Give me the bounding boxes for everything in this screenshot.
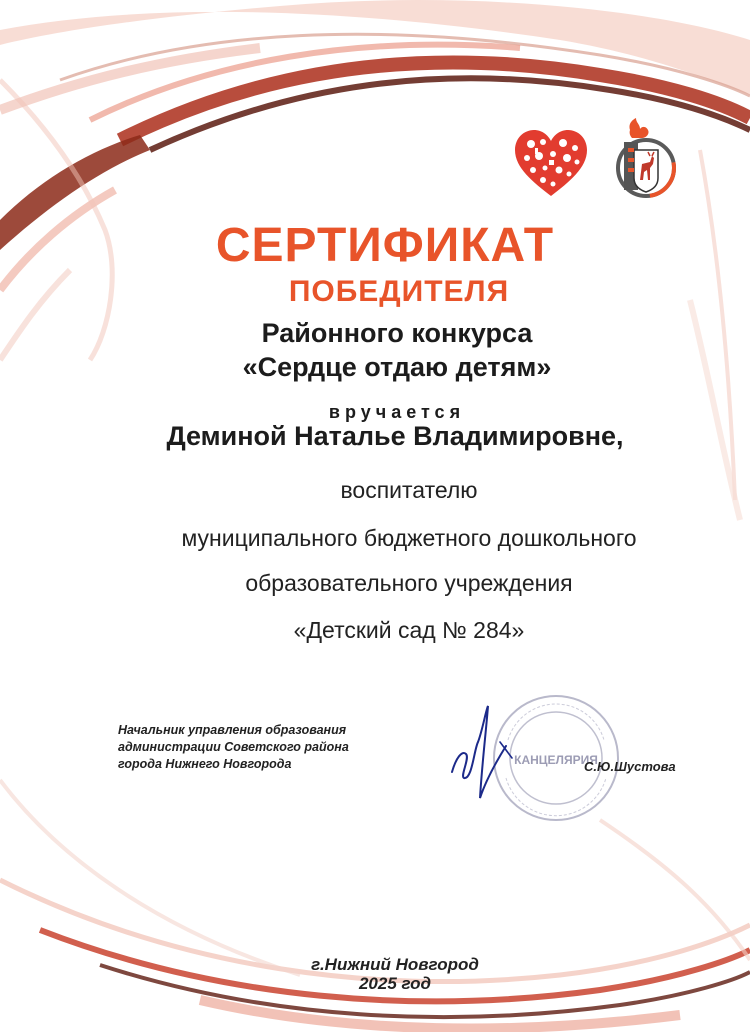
- certificate-subtitle: ПОБЕДИТЕЛЯ: [288, 275, 510, 308]
- signatory-name: С.Ю.Шустова: [584, 759, 676, 774]
- certificate-title: СЕРТИФИКАТ: [215, 219, 555, 272]
- footer-year: 2025 год: [358, 974, 432, 993]
- contest-name-line2: «Сердце отдаю детям»: [242, 352, 552, 382]
- nizhny-novgorod-deer-emblem-icon: [606, 118, 680, 198]
- organization-line2: образовательного учреждения: [245, 570, 573, 596]
- stamp-text: КАНЦЕЛЯРИЯ: [514, 753, 598, 767]
- footer-city: г.Нижний Новгород: [311, 955, 479, 974]
- signatory-title-line3: города Нижнего Новгорода: [118, 757, 292, 771]
- signatory-title-line1: Начальник управления образования: [118, 723, 347, 737]
- handwritten-signature: [442, 702, 522, 812]
- heart-ornament-icon: [513, 128, 589, 198]
- organization-line1: муниципального бюджетного дошкольного: [181, 525, 637, 551]
- recipient-position: воспитателю: [340, 477, 478, 503]
- organization-line3: «Детский сад № 284»: [293, 617, 525, 643]
- contest-name-line1: Районного конкурса: [261, 318, 533, 348]
- recipient-name: Деминой Наталье Владимировне,: [166, 421, 624, 451]
- signatory-title-line2: администрации Советского района: [118, 740, 349, 754]
- awarded-label: вручается: [328, 402, 466, 422]
- signatory-title: [118, 722, 349, 773]
